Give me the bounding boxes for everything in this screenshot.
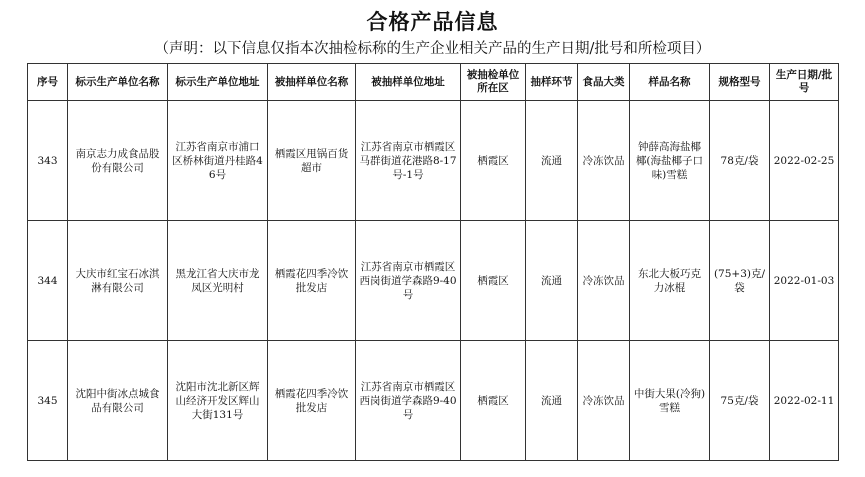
cell-stage: 流通 <box>526 101 578 221</box>
cell-district: 栖霞区 <box>461 101 526 221</box>
cell-sampled-address: 江苏省南京市栖霞区西岗街道学森路9-40号 <box>356 341 461 461</box>
cell-producer: 大庆市红宝石冰淇淋有限公司 <box>68 221 168 341</box>
cell-date: 2022-02-25 <box>770 101 839 221</box>
column-header-stage: 抽样环节 <box>526 64 578 101</box>
column-header-category: 食品大类 <box>578 64 630 101</box>
cell-sampled-address: 江苏省南京市栖霞区马群街道花港路8-17号-1号 <box>356 101 461 221</box>
table-row <box>28 101 839 221</box>
cell-no: 344 <box>28 221 68 341</box>
column-header-producer-address: 标示生产单位地址 <box>168 64 268 101</box>
table-row <box>28 341 839 461</box>
page-subtitle: （声明：以下信息仅指本次抽检标称的生产企业相关产品的生产日期/批号和所检项目） <box>154 41 711 57</box>
cell-spec: 78克/袋 <box>710 101 770 221</box>
cell-spec: 75克/袋 <box>710 341 770 461</box>
cell-category: 冷冻饮品 <box>578 101 630 221</box>
cell-district: 栖霞区 <box>461 341 526 461</box>
cell-producer-address: 江苏省南京市浦口区桥林街道丹桂路46号 <box>168 101 268 221</box>
column-header-sampled-unit: 被抽样单位名称 <box>268 64 356 101</box>
cell-no: 345 <box>28 341 68 461</box>
cell-producer-address: 沈阳市沈北新区辉山经济开发区辉山大街131号 <box>168 341 268 461</box>
cell-category: 冷冻饮品 <box>578 341 630 461</box>
cell-no: 343 <box>28 101 68 221</box>
cell-sample-name: 钟薛高海盐椰椰(海盐椰子口味)雪糕 <box>630 101 710 221</box>
column-header-sample-name: 样品名称 <box>630 64 710 101</box>
cell-sample-name: 中街大果(冷狗)雪糕 <box>630 341 710 461</box>
column-header-no: 序号 <box>28 64 68 101</box>
cell-sampled-unit: 栖霞花四季冷饮批发店 <box>268 221 356 341</box>
cell-sampled-unit: 栖霞花四季冷饮批发店 <box>268 341 356 461</box>
header-row <box>28 64 839 101</box>
cell-sample-name: 东北大板巧克力冰棍 <box>630 221 710 341</box>
table-body <box>28 101 839 461</box>
cell-date: 2022-02-11 <box>770 341 839 461</box>
column-header-spec: 规格型号 <box>710 64 770 101</box>
cell-producer: 南京志力成食品股份有限公司 <box>68 101 168 221</box>
column-header-district: 被抽检单位所在区 <box>461 64 526 101</box>
cell-district: 栖霞区 <box>461 221 526 341</box>
cell-producer-address: 黑龙江省大庆市龙凤区光明村 <box>168 221 268 341</box>
cell-stage: 流通 <box>526 221 578 341</box>
page-title: 合格产品信息 <box>366 9 499 34</box>
column-header-date: 生产日期/批号 <box>770 64 839 101</box>
qualified-products-table <box>27 63 839 461</box>
cell-category: 冷冻饮品 <box>578 221 630 341</box>
cell-spec: (75+3)克/袋 <box>710 221 770 341</box>
column-header-producer: 标示生产单位名称 <box>68 64 168 101</box>
cell-date: 2022-01-03 <box>770 221 839 341</box>
cell-sampled-address: 江苏省南京市栖霞区西岗街道学森路9-40号 <box>356 221 461 341</box>
cell-producer: 沈阳中街冰点城食品有限公司 <box>68 341 168 461</box>
table-row <box>28 221 839 341</box>
cell-stage: 流通 <box>526 341 578 461</box>
table-header <box>28 64 839 101</box>
column-header-sampled-address: 被抽样单位地址 <box>356 64 461 101</box>
cell-sampled-unit: 栖霞区甩锅百货超市 <box>268 101 356 221</box>
